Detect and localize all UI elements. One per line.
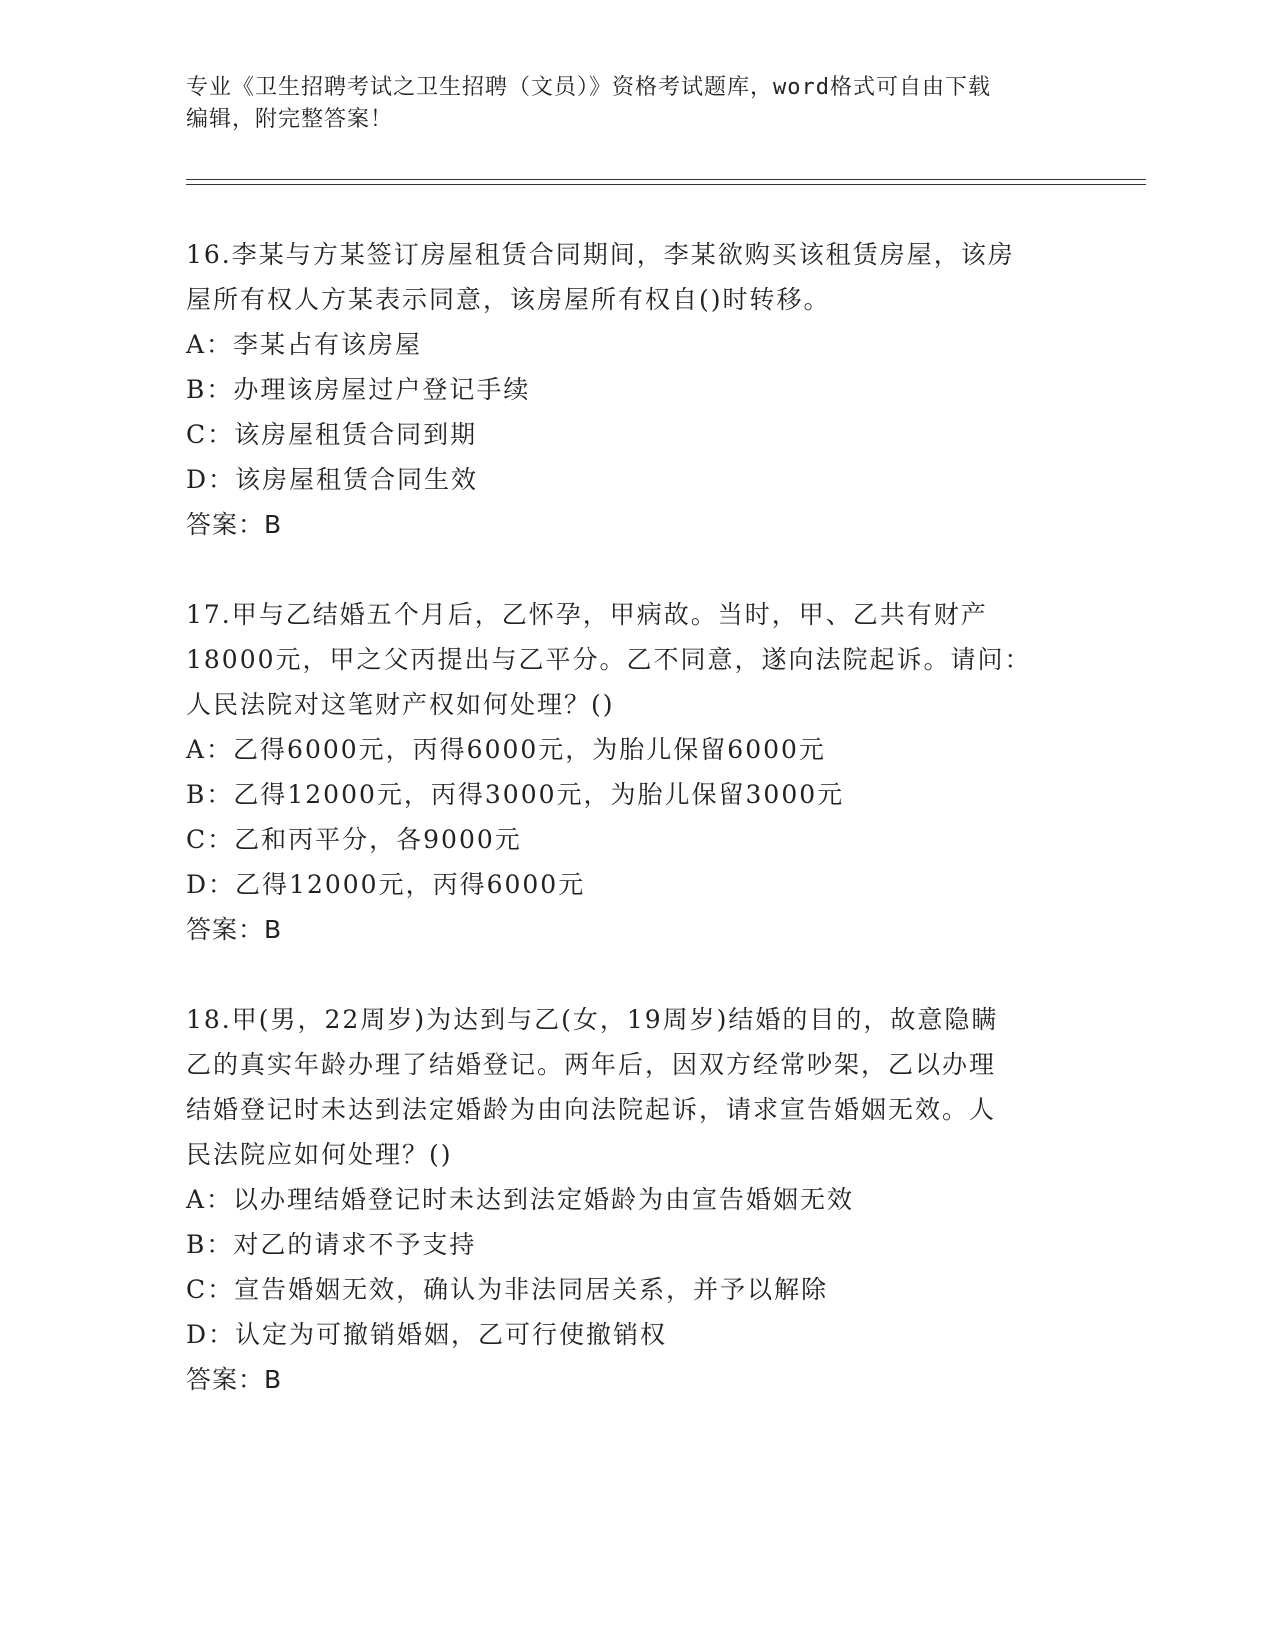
option-b: B：办理该房屋过户登记手续 xyxy=(186,375,531,404)
option-d: D：该房屋租赁合同生效 xyxy=(186,465,479,494)
header-divider xyxy=(186,184,1146,185)
option-a: A：李某占有该房屋 xyxy=(186,330,423,359)
stem-line: 18000元，甲之父丙提出与乙平分。乙不同意，遂向法院起诉。请问： xyxy=(186,645,1032,674)
header-divider xyxy=(186,179,1146,180)
option-c: C：该房屋租赁合同到期 xyxy=(186,420,478,449)
option-d: D：乙得12000元，丙得6000元 xyxy=(186,870,586,899)
stem-line: 结婚登记时未达到法定婚龄为由向法院起诉，请求宣告婚姻无效。人 xyxy=(186,1095,997,1124)
stem-line: 18.甲(男，22周岁)为达到与乙(女，19周岁)结婚的目的，故意隐瞒 xyxy=(186,1005,999,1034)
option-b: B：对乙的请求不予支持 xyxy=(186,1230,477,1259)
answer: 答案：B xyxy=(186,1365,283,1394)
stem-line: 乙的真实年龄办理了结婚登记。两年后，因双方经常吵架，乙以办理 xyxy=(186,1050,997,1079)
answer: 答案：B xyxy=(186,915,283,944)
option-c: C：宣告婚姻无效，确认为非法同居关系，并予以解除 xyxy=(186,1275,829,1304)
option-b: B：乙得12000元，丙得3000元，为胎儿保留3000元 xyxy=(186,780,845,809)
option-c: C：乙和丙平分，各9000元 xyxy=(186,825,522,854)
option-a: A：乙得6000元，丙得6000元，为胎儿保留6000元 xyxy=(186,735,826,764)
question-18 xyxy=(186,997,1086,1402)
question-16 xyxy=(186,232,1086,547)
stem-line: 16.李某与方某签订房屋租赁合同期间，李某欲购买该租赁房屋，该房 xyxy=(186,240,1015,269)
option-d: D：认定为可撤销婚姻，乙可行使撤销权 xyxy=(186,1320,668,1349)
question-stem xyxy=(186,232,1086,322)
question-17 xyxy=(186,592,1086,952)
stem-line: 屋所有权人方某表示同意，该房屋所有权自()时转移。 xyxy=(186,285,831,314)
header-line: 专业《卫生招聘考试之卫生招聘（文员）》资格考试题库，word格式可自由下载 xyxy=(186,75,991,100)
question-stem xyxy=(186,592,1086,727)
answer: 答案：B xyxy=(186,510,283,539)
stem-line: 民法院应如何处理？() xyxy=(186,1140,453,1169)
document-header xyxy=(186,72,1086,136)
header-line: 编辑，附完整答案！ xyxy=(186,107,394,132)
stem-line: 17.甲与乙结婚五个月后，乙怀孕，甲病故。当时，甲、乙共有财产 xyxy=(186,600,988,629)
question-stem xyxy=(186,997,1086,1177)
option-a: A：以办理结婚登记时未达到法定婚龄为由宣告婚姻无效 xyxy=(186,1185,855,1214)
stem-line: 人民法院对这笔财产权如何处理？() xyxy=(186,690,615,719)
